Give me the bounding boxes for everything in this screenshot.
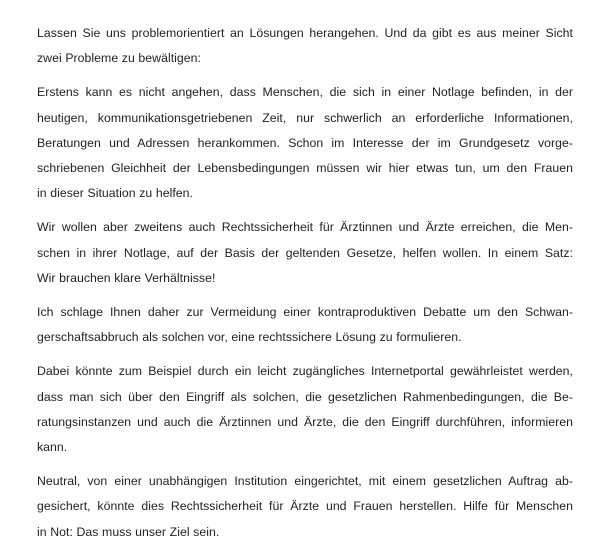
text-line: zwei Probleme zu bewältigen: [37, 51, 201, 66]
text-line: kann. [37, 440, 68, 455]
text-line: Wir brauchen klare Verhältnisse! [37, 270, 216, 285]
text-line: Ich schlage Ihnen daher zur Vermeidung einer kontraproduktiven Debatte um den Schwan- [37, 305, 573, 320]
text-line: schen in ihrer Notlage, auf der Basis der geltenden Gesetze, helfen wollen. In einem Satz: [37, 245, 573, 260]
text-line: Lassen Sie uns problemorientiert an Lösungen herangehen. Und da gibt es aus meiner Sicht [37, 26, 573, 40]
text-line: dass man sich über den Eingriff als solchen, die gesetzlichen Rahmenbedingungen, die Be- [37, 389, 573, 404]
paragraph [37, 80, 573, 206]
text-line: Neutral, von einer unabhängigen Institution eingerichtet, mit einem gesetzlichen Auftrag ab- [37, 474, 573, 489]
document-text-column [37, 21, 573, 545]
text-line: in Not: Das muss unser Ziel sein. [37, 524, 220, 539]
text-line: heutigen, kommunikationsgetriebenen Zeit, nur schwerlich an erforderliche Informationen, [37, 110, 573, 125]
text-line: Dabei könnte zum Beispiel durch ein leicht zugängliches Internetportal gewährleistet werden, [37, 364, 573, 379]
paragraph [37, 300, 573, 350]
text-line: schriebenen Gleichheit der Lebensbedingungen müssen wir hier etwas tun, um den Frauen [37, 161, 573, 176]
paragraph [37, 469, 573, 545]
paragraph [37, 215, 573, 291]
text-line: gerschaftsabbruch als solchen vor, eine rechtssichere Lösung zu formulieren. [37, 330, 462, 345]
text-line: in dieser Situation zu helfen. [37, 186, 193, 201]
text-line: Wir wollen aber zweitens auch Rechtssicherheit für Ärztinnen und Ärzte erreichen, die Men- [37, 220, 573, 235]
text-line: gesichert, könnte dies Rechtssicherheit für Ärzte und Frauen herstellen. Hilfe für Menschen [37, 499, 573, 514]
text-line: ratungsinstanzen und auch die Ärztinnen und Ärzte, die den Eingriff durchführen, informieren [37, 414, 573, 429]
paragraph [37, 359, 573, 460]
text-line: Erstens kann es nicht angehen, dass Menschen, die sich in einer Notlage befinden, in der [37, 85, 573, 100]
text-line: Beratungen und Adressen herankommen. Schon im Interesse der im Grundgesetz vorge- [37, 135, 573, 150]
paragraph [37, 21, 573, 71]
